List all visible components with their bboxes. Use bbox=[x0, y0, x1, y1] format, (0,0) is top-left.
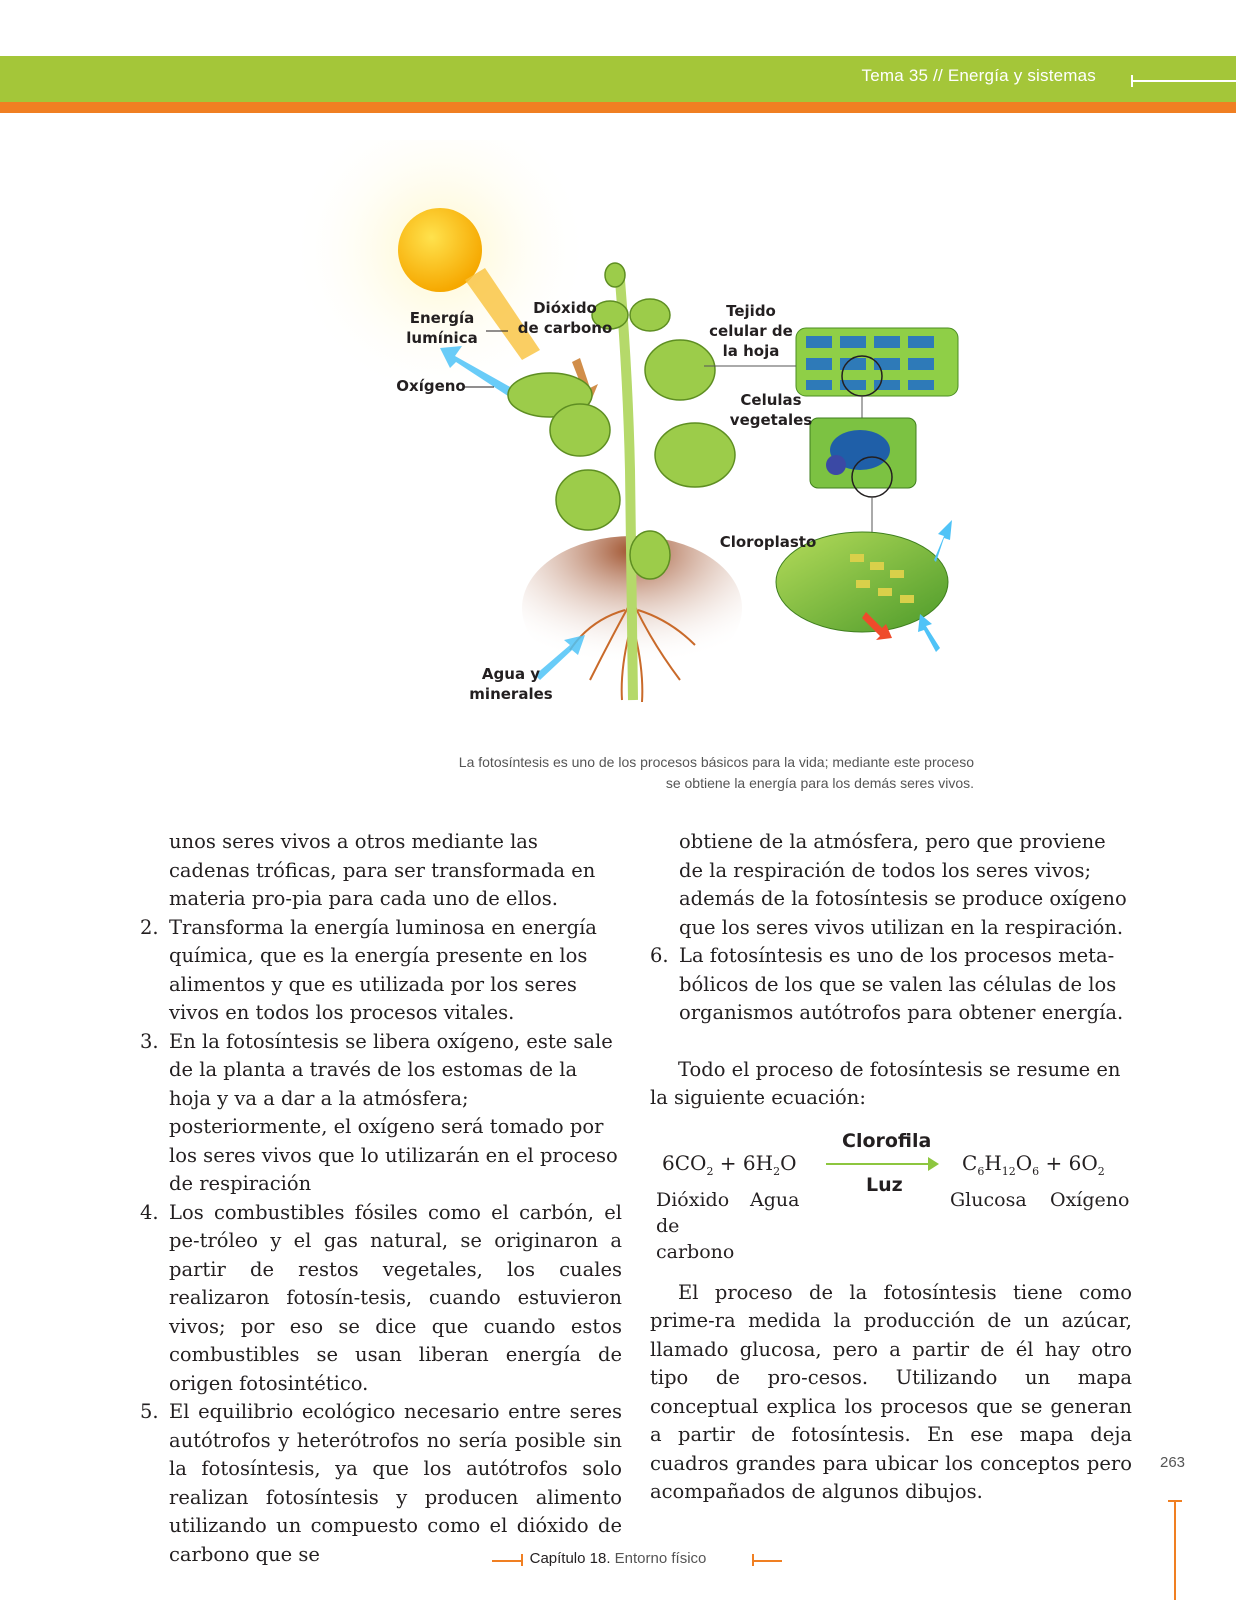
reactant2-label: Agua bbox=[750, 1188, 800, 1211]
label-agua-minerales bbox=[466, 664, 556, 704]
photosynthesis-equation bbox=[650, 1119, 1132, 1269]
cell-nucleus bbox=[826, 455, 846, 475]
product1-label: Glucosa bbox=[950, 1188, 1027, 1211]
list-number: 5. bbox=[140, 1400, 159, 1423]
equation-below-arrow: Luz bbox=[866, 1173, 903, 1196]
spacer bbox=[650, 1028, 1132, 1056]
label-oxigeno: Oxígeno bbox=[396, 377, 466, 395]
label-agua-text: Agua y minerales bbox=[469, 665, 553, 703]
equation-intro: Todo el proceso de fotosíntesis se resume en la siguiente ecuación: bbox=[650, 1057, 1121, 1109]
footer-chapter: Capítulo 18. bbox=[529, 1550, 611, 1567]
right-continuation: obtiene de la atmósfera, pero que proviene de la respiración de todos los seres vivos; además de la fotosíntesis se produce oxígeno que los seres vivos utilizan en la respiración. bbox=[679, 830, 1127, 939]
list-number: 3. bbox=[140, 1029, 159, 1053]
header-rule bbox=[1132, 80, 1236, 82]
footer-deco-right bbox=[752, 1560, 782, 1562]
left-continuation: unos seres vivos a otros mediante las cadenas tróficas, para ser transformada en materia pro-pia para cada uno de ellos. bbox=[169, 830, 596, 910]
label-celulas-vegetales bbox=[728, 390, 814, 430]
caption-line-1: La fotosíntesis es uno de los procesos básicos para la vida; mediante este proceso bbox=[458, 754, 974, 770]
list-item bbox=[140, 1199, 622, 1399]
footer-topic: Entorno físico bbox=[614, 1550, 707, 1567]
equation-products: $C_6H_{12}O_6 + 6O_2$ bbox=[962, 1150, 1105, 1178]
product2-label: Oxígeno bbox=[1050, 1188, 1130, 1211]
closing-paragraph: El proceso de la fotosíntesis tiene como prime-ra medida la producción de un azúcar, llamado glucosa, pero a partir de él hay otro tipo de pro-cesos. Utilizando un mapa conceptual explica los procesos que se generan a partir de fotosíntesis. En ese mapa deja cuadros grandes para ubicar los conceptos pero acompañados de algunos dibujos. bbox=[650, 1280, 1132, 1503]
footer bbox=[0, 1550, 1236, 1567]
list-text: El equilibrio ecológico necesario entre seres autótrofos y heterótrofos no sería posible sin la fotosíntesis, ya que los autótrofos solo realizan fotosíntesis y producen alimento utilizando un compuesto como el dióxido de carbono que se bbox=[169, 1400, 622, 1566]
list-item bbox=[140, 1398, 622, 1569]
photosynthesis-illustration bbox=[250, 140, 990, 740]
list-text: Transforma la energía luminosa en energía química, que es la energía presente en los alimentos y que es utilizada por los seres vivos en todos los procesos vitales. bbox=[169, 915, 597, 1024]
label-dioxido-text: Dióxido de carbono bbox=[517, 299, 613, 337]
page-number: 263 bbox=[1160, 1454, 1186, 1471]
list-number: 6. bbox=[650, 944, 669, 967]
label-tejido-text: Tejido celular de la hoja bbox=[709, 302, 793, 360]
list-text: La fotosíntesis es uno de los procesos meta-bólicos de los que se valen las células de los organismos autótrofos para obtener energía. bbox=[679, 944, 1124, 1024]
list-text: Los combustibles fósiles como el carbón, el pe-tróleo y el gas natural, se originaron a partir de restos vegetales, los cuales realizaron fotosín-tesis, cuando estuvieron vivos; por eso se dice que cuando estos combustibles se usan liberan energía de origen fotosintético. bbox=[169, 1200, 622, 1395]
list-text: En la fotosíntesis se libera oxígeno, este sale de la planta a través de los estomas de la hoja y va a dar a la atmósfera; posteriormente, el oxígeno será tomado por los seres vivos que lo utilizarán en el proceso de respiración bbox=[169, 1029, 618, 1195]
list-number: 2. bbox=[140, 915, 159, 939]
co2-in-arrow bbox=[918, 614, 940, 652]
list-number: 4. bbox=[140, 1200, 159, 1224]
header-accent-band bbox=[0, 102, 1236, 113]
label-energia-text: Energía lumínica bbox=[406, 309, 478, 347]
reactant1-label: Dióxido de carbono bbox=[656, 1188, 735, 1263]
right-column bbox=[650, 828, 1132, 1507]
equation-reactants: $6CO_2 + 6H_2O$ bbox=[662, 1150, 797, 1178]
list-item bbox=[650, 942, 1132, 1028]
label-cloroplasto: Cloroplasto bbox=[719, 533, 817, 551]
equation-arrow bbox=[826, 1163, 930, 1165]
label-celulas-text: Celulas vegetales bbox=[729, 391, 813, 429]
equation-arrowhead bbox=[928, 1157, 939, 1171]
label-dioxido-carbono bbox=[515, 298, 615, 338]
header-title: Tema 35 // Energía y sistemas bbox=[861, 66, 1096, 85]
label-tejido-celular bbox=[706, 301, 796, 361]
figure-caption bbox=[354, 752, 974, 794]
equation-above-arrow: Clorofila bbox=[842, 1129, 932, 1152]
label-energia-luminica bbox=[402, 308, 482, 348]
caption-line-2: se obtiene la energía para los demás seres vivos. bbox=[665, 775, 974, 791]
o2-out-arrow bbox=[934, 520, 952, 562]
list-item bbox=[140, 1028, 622, 1199]
left-column bbox=[140, 828, 622, 1569]
list-item bbox=[140, 914, 622, 1028]
photosynthesis-figure bbox=[250, 140, 990, 740]
